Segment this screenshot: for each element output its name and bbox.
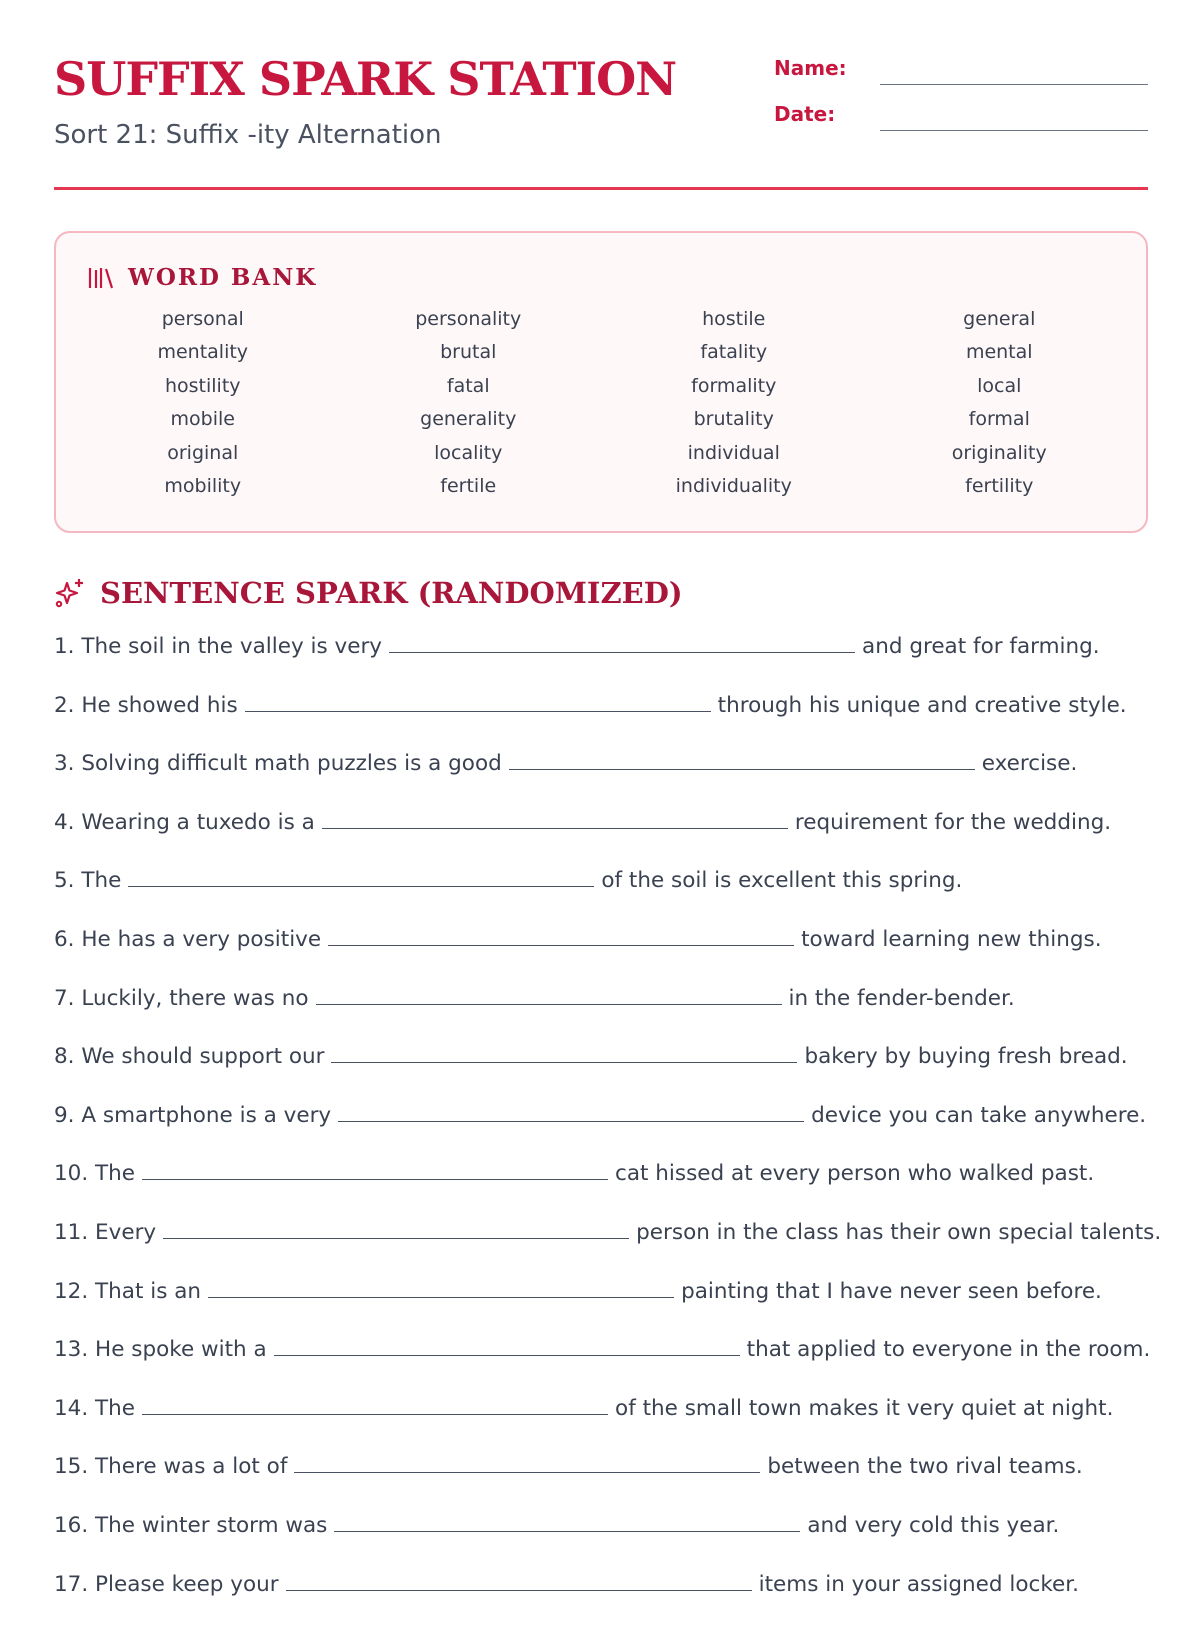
sentence-number: 11. bbox=[54, 1220, 88, 1245]
sentence-item bbox=[54, 986, 1154, 1045]
sentence-text-after: device you can take anywhere. bbox=[811, 1103, 1146, 1128]
answer-blank[interactable] bbox=[316, 986, 782, 1005]
word-bank-item: mentality bbox=[70, 336, 336, 369]
sentence-number: 3. bbox=[54, 751, 75, 776]
sentence-text-after: of the soil is excellent this spring. bbox=[601, 868, 962, 893]
sentence-item bbox=[54, 693, 1154, 752]
name-label: Name: bbox=[774, 56, 847, 80]
sentence-item bbox=[54, 927, 1154, 986]
sentence-number: 2. bbox=[54, 693, 75, 718]
word-bank-item: mobile bbox=[70, 403, 336, 436]
sentence-item bbox=[54, 1337, 1154, 1396]
word-bank-item: local bbox=[867, 370, 1133, 403]
sparkle-icon bbox=[54, 577, 86, 609]
sentence-item bbox=[54, 1220, 1154, 1279]
answer-blank[interactable] bbox=[328, 927, 794, 946]
date-label: Date: bbox=[774, 102, 835, 126]
answer-blank[interactable] bbox=[245, 693, 711, 712]
sentence-section-header bbox=[54, 576, 683, 610]
header-divider bbox=[54, 187, 1148, 190]
word-bank-item: hostility bbox=[70, 370, 336, 403]
sentence-number: 14. bbox=[54, 1396, 88, 1421]
sentence-text-before: The bbox=[95, 1396, 135, 1421]
books-icon bbox=[86, 263, 114, 291]
sentence-number: 1. bbox=[54, 634, 75, 659]
sentence-text-before: He has a very positive bbox=[81, 927, 321, 952]
word-bank-item: personality bbox=[336, 303, 602, 336]
sentence-item bbox=[54, 1279, 1154, 1338]
name-row bbox=[774, 54, 1148, 100]
sentence-item bbox=[54, 634, 1154, 693]
sentence-text-before: Solving difficult math puzzles is a good bbox=[81, 751, 501, 776]
answer-blank[interactable] bbox=[322, 810, 788, 829]
sentence-text-before: Every bbox=[95, 1220, 156, 1245]
word-bank-item: originality bbox=[867, 437, 1133, 470]
sentence-text-after: requirement for the wedding. bbox=[795, 810, 1111, 835]
sentence-text-before: The winter storm was bbox=[95, 1513, 327, 1538]
word-bank-title: WORD BANK bbox=[128, 264, 317, 291]
answer-blank[interactable] bbox=[331, 1044, 797, 1063]
sentence-text-after: toward learning new things. bbox=[801, 927, 1101, 952]
sentence-text-before: He showed his bbox=[81, 693, 237, 718]
word-bank-grid bbox=[70, 303, 1132, 503]
word-bank-item: generality bbox=[336, 403, 602, 436]
sentence-text-after: between the two rival teams. bbox=[767, 1454, 1082, 1479]
answer-blank[interactable] bbox=[274, 1337, 740, 1356]
sentence-text-before: There was a lot of bbox=[95, 1454, 287, 1479]
sentence-text-before: Wearing a tuxedo is a bbox=[81, 810, 315, 835]
sentence-text-before: The bbox=[95, 1161, 135, 1186]
word-bank-item: general bbox=[867, 303, 1133, 336]
sentence-item bbox=[54, 1161, 1154, 1220]
word-bank-item: hostile bbox=[601, 303, 867, 336]
answer-blank[interactable] bbox=[128, 868, 594, 887]
answer-blank[interactable] bbox=[163, 1220, 629, 1239]
word-bank-item: formal bbox=[867, 403, 1133, 436]
page-subtitle: Sort 21: Suffix -ity Alternation bbox=[54, 120, 442, 150]
sentence-item bbox=[54, 1396, 1154, 1455]
sentence-text-before: A smartphone is a very bbox=[81, 1103, 331, 1128]
sentence-text-after: that applied to everyone in the room. bbox=[747, 1337, 1151, 1362]
page-title: SUFFIX SPARK STATION bbox=[54, 52, 676, 106]
word-bank-header bbox=[86, 263, 317, 291]
word-bank-item: mental bbox=[867, 336, 1133, 369]
name-date-block bbox=[774, 54, 1148, 146]
sentence-item bbox=[54, 1454, 1154, 1513]
word-bank-item: locality bbox=[336, 437, 602, 470]
sentence-text-after: exercise. bbox=[982, 751, 1078, 776]
sentence-text-after: person in the class has their own special talents. bbox=[636, 1220, 1161, 1245]
answer-blank[interactable] bbox=[334, 1513, 800, 1532]
date-field[interactable] bbox=[880, 130, 1148, 131]
sentence-list bbox=[54, 634, 1154, 1630]
sentence-item bbox=[54, 1103, 1154, 1162]
sentence-text-after: items in your assigned locker. bbox=[759, 1572, 1079, 1597]
sentence-number: 12. bbox=[54, 1279, 88, 1304]
sentence-text-before: Please keep your bbox=[95, 1572, 279, 1597]
sentence-section-title: SENTENCE SPARK (RANDOMIZED) bbox=[100, 576, 683, 610]
word-bank-item: fertile bbox=[336, 470, 602, 503]
word-bank-item: fertility bbox=[867, 470, 1133, 503]
sentence-item bbox=[54, 751, 1154, 810]
sentence-number: 9. bbox=[54, 1103, 75, 1128]
worksheet-page bbox=[54, 0, 1148, 1600]
answer-blank[interactable] bbox=[294, 1454, 760, 1473]
sentence-text-before: Luckily, there was no bbox=[81, 986, 308, 1011]
sentence-text-before: The bbox=[81, 868, 121, 893]
answer-blank[interactable] bbox=[142, 1396, 608, 1415]
sentence-number: 15. bbox=[54, 1454, 88, 1479]
sentence-number: 13. bbox=[54, 1337, 88, 1362]
sentence-text-after: painting that I have never seen before. bbox=[681, 1279, 1102, 1304]
sentence-item bbox=[54, 1572, 1154, 1630]
word-bank-item: brutal bbox=[336, 336, 602, 369]
sentence-number: 10. bbox=[54, 1161, 88, 1186]
sentence-text-before: We should support our bbox=[81, 1044, 324, 1069]
word-bank-item: personal bbox=[70, 303, 336, 336]
answer-blank[interactable] bbox=[338, 1103, 804, 1122]
word-bank-item: individual bbox=[601, 437, 867, 470]
word-bank bbox=[54, 231, 1148, 533]
answer-blank[interactable] bbox=[208, 1279, 674, 1298]
word-bank-item: individuality bbox=[601, 470, 867, 503]
word-bank-item: fatality bbox=[601, 336, 867, 369]
word-bank-item: fatal bbox=[336, 370, 602, 403]
sentence-number: 8. bbox=[54, 1044, 75, 1069]
sentence-item bbox=[54, 868, 1154, 927]
sentence-number: 5. bbox=[54, 868, 75, 893]
word-bank-item: original bbox=[70, 437, 336, 470]
sentence-text-after: of the small town makes it very quiet at night. bbox=[615, 1396, 1113, 1421]
date-row bbox=[774, 100, 1148, 146]
sentence-text-before: He spoke with a bbox=[95, 1337, 267, 1362]
sentence-number: 7. bbox=[54, 986, 75, 1011]
sentence-number: 6. bbox=[54, 927, 75, 952]
sentence-text-after: through his unique and creative style. bbox=[718, 693, 1127, 718]
sentence-item bbox=[54, 810, 1154, 869]
sentence-text-after: and very cold this year. bbox=[807, 1513, 1059, 1538]
sentence-text-after: in the fender-bender. bbox=[789, 986, 1015, 1011]
sentence-text-before: That is an bbox=[95, 1279, 201, 1304]
sentence-number: 16. bbox=[54, 1513, 88, 1538]
sentence-text-after: cat hissed at every person who walked past. bbox=[615, 1161, 1094, 1186]
word-bank-item: formality bbox=[601, 370, 867, 403]
sentence-number: 4. bbox=[54, 810, 75, 835]
sentence-item bbox=[54, 1513, 1154, 1572]
answer-blank[interactable] bbox=[286, 1572, 752, 1591]
word-bank-item: mobility bbox=[70, 470, 336, 503]
answer-blank[interactable] bbox=[509, 751, 975, 770]
sentence-text-after: bakery by buying fresh bread. bbox=[804, 1044, 1127, 1069]
sentence-text-before: The soil in the valley is very bbox=[81, 634, 382, 659]
sentence-text-after: and great for farming. bbox=[862, 634, 1100, 659]
word-bank-item: brutality bbox=[601, 403, 867, 436]
answer-blank[interactable] bbox=[142, 1161, 608, 1180]
answer-blank[interactable] bbox=[389, 634, 855, 653]
sentence-item bbox=[54, 1044, 1154, 1103]
name-field[interactable] bbox=[880, 84, 1148, 85]
sentence-number: 17. bbox=[54, 1572, 88, 1597]
